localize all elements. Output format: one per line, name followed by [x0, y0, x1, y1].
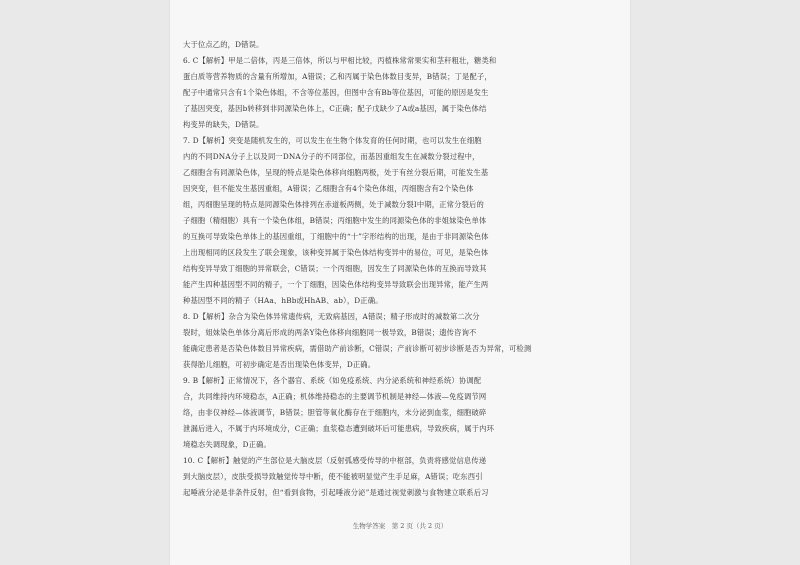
text-line: 内的不同DNA分子上以及同一DNA分子的不同部位，而基因重组发生在减数分裂过程中， [183, 152, 480, 161]
text-line: 大于位点乙的，D错误。 [183, 40, 264, 49]
text-line: 获得胎儿细胞，可初步确定是否出现染色体变异，D正确。 [183, 360, 376, 369]
text-line: 合，共同维持内环境稳态，A正确；机体维持稳态的主要调节机制是神经—体液—免疫调节网 [183, 392, 487, 401]
text-line: 组，丙细胞呈现的特点是同源染色体排列在赤道板两侧，处于减数分裂Ⅰ中期，正常分裂后的 [183, 200, 484, 209]
text-line: 能确定患者是否染色体数目异常疾病，需借助产前诊断，C错误；产前诊断可初步诊断是否为异常，可检测 [183, 344, 532, 353]
text-line: 10. C【解析】触觉的产生部位是大脑皮层（反射弧感受传导的中枢部，负责将感觉信息传递 [183, 456, 487, 465]
text-line: 乙细胞含有同源染色体，呈现的特点是染色体移向细胞两极，处于有丝分裂后期，可能发生基 [183, 168, 489, 177]
text-line: 蛋白质等营养物质的含量有所增加，A错误；乙和丙属于染色体数目变异，B错误；丁是配子， [183, 72, 492, 81]
text-line: 结构变异导致丁细胞的异常联会，C错误；一个丙细胞，因发生了同源染色体的互换而导致其 [183, 264, 487, 273]
text-line: 境稳态失调现象，D正确。 [183, 440, 271, 449]
answer-text [183, 37, 623, 501]
page-footer: 生物学答案 第 2 页（共 2 页） [352, 522, 448, 530]
text-line: 构变异的缺失，D错误。 [183, 120, 264, 129]
text-line: 配子中通常只含有1个染色体组，不含等位基因，但图中含有Bb等位基因，可能的原因是发生 [183, 88, 489, 97]
text-line: 的互换可导致染色单体上的基因重组，丁细胞中的“十”字形结构的出现，是由于非同源染色体 [183, 232, 489, 241]
text-line: 因突变，但不能发生基因重组，A错误；乙细胞含有4个染色体组，丙细胞含有2个染色体 [183, 184, 474, 193]
text-line: 络，由非仅神经—体液调节，B错误；胆管等氧化酶存在于细胞内，未分泌到血浆，细胞破碎 [183, 408, 487, 417]
text-line: 了基因突变，基因b转移到非同源染色体上，C正确；配子戊缺少了A或a基因，属于染色体结 [183, 104, 487, 113]
text-line: 裂时，姐妹染色单体分离后形成的两条Y染色体移向细胞同一极导致，B错误；遗传咨询不 [183, 328, 477, 337]
text-line: 起唾液分泌是非条件反射，但“看到食物，引起唾液分泌”是通过视觉刺激与食物建立联系后习 [183, 488, 489, 497]
text-line: 能产生四种基因型不同的精子，一个丁细胞，因染色体结构变异导致联会出现异常，能产生两 [183, 280, 489, 289]
text-line: 8. D【解析】杂合为染色体异常遗传病，无致病基因，A错误；精子形成时的减数第二次分 [183, 312, 480, 321]
text-line: 9. B【解析】正常情况下，各个器官、系统（如免疫系统、内分泌系统和神经系统）协调配 [183, 376, 482, 385]
text-line: 7. D【解析】突变是随机发生的，可以发生在生物个体发育的任何时期，也可以发生在细胞 [183, 136, 482, 145]
text-line: 种基因型不同的精子（HAa、hBb或HhAB、ab），D正确。 [183, 296, 383, 305]
text-line: 子细胞（精细胞）具有一个染色体组，B错误；丙细胞中发生的同源染色体的非姐妹染色单体 [183, 216, 487, 225]
text-line: 6. C【解析】甲是二倍体，丙是三倍体，所以与甲相比较，丙植株常常果实和茎秆粗壮，糖类和 [183, 56, 497, 65]
document-page [170, 0, 630, 565]
text-line: 泄漏后进入，不属于内环境成分，C正确；血浆稳态遭到破坏后可能患病，导致疾病，属于内环 [183, 424, 495, 433]
text-line: 上出现相同的区段发生了联会现象，该种变异属于染色体结构变异中的易位，可见，是染色体 [183, 248, 489, 257]
text-line: 到大脑皮层），皮肤受损导致触觉传导中断，使不能被明显觉产生手足麻，A错误；吃东西引 [183, 472, 483, 481]
